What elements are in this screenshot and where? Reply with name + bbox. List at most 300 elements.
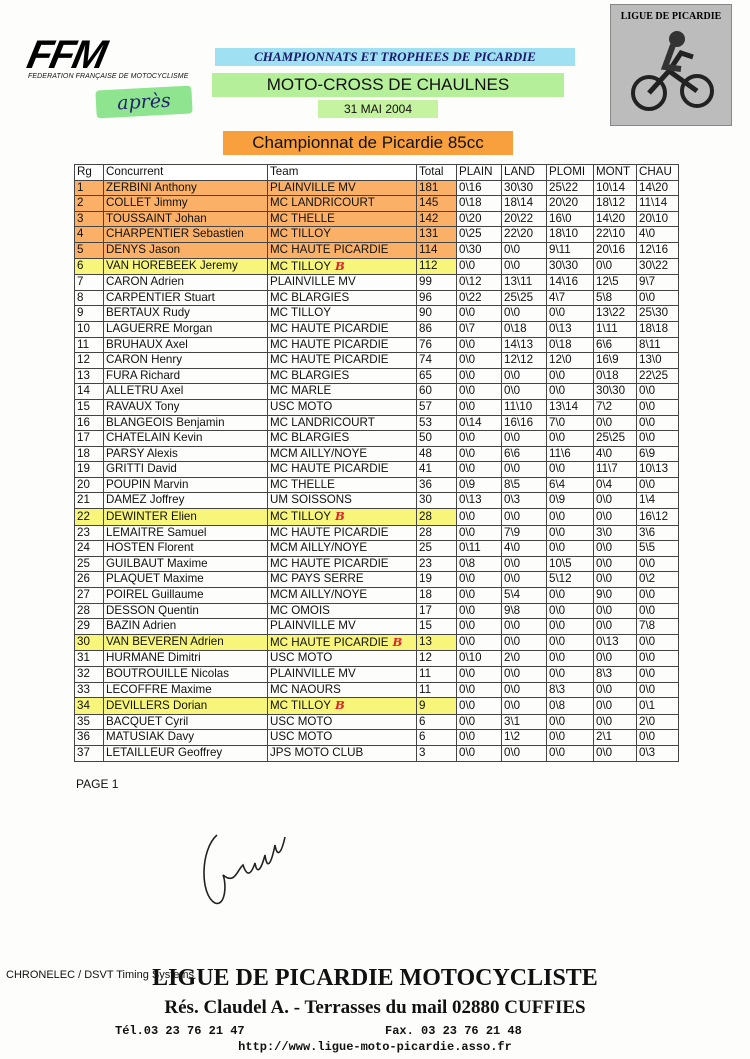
cell-land-text: 7\9: [504, 525, 521, 539]
cell-plomi-text: 0\13: [549, 321, 572, 335]
cell-plain-text: 0\0: [459, 603, 476, 617]
cell-mont-text: 2\1: [596, 730, 613, 744]
cell-team-text: MC LANDRICOURT: [270, 196, 375, 210]
cell-name-text: PARSY Alexis: [106, 446, 178, 460]
cell-plain-text: 0\7: [459, 321, 476, 335]
cell-mont-text: 0\18: [596, 368, 619, 382]
cell-name: [104, 525, 268, 541]
cell-chau: [637, 290, 679, 306]
cell-team-text: MCM AILLY/NOYE: [270, 446, 368, 460]
cell-mont: [594, 667, 637, 683]
cell-name-text: CARPENTIER Stuart: [106, 290, 215, 304]
cell-chau-text: 14\20: [639, 180, 669, 194]
cell-rg-text: 13: [77, 368, 90, 382]
event-name: MOTO-CROSS DE CHAULNES: [212, 73, 564, 97]
cell-rg: [75, 682, 104, 698]
cell-rg-text: 36: [77, 730, 90, 744]
cell-total-text: 57: [419, 399, 432, 413]
cell-land-text: 0\0: [504, 509, 521, 523]
cell-name-text: HOSTEN Florent: [106, 541, 194, 555]
table-row: [75, 525, 679, 541]
cell-land-text: 0\0: [504, 431, 521, 445]
cell-total: [417, 603, 457, 619]
cell-chau: [637, 462, 679, 478]
cell-plomi: [547, 431, 594, 447]
cell-land-text: 18\14: [504, 196, 534, 210]
cell-total-text: 9: [419, 698, 426, 712]
cell-name-text: BOUTROUILLE Nicolas: [106, 667, 230, 680]
cell-rg-text: 24: [77, 541, 90, 555]
cell-land: [502, 714, 547, 730]
cell-rg-text: 28: [77, 603, 90, 617]
cell-plomi-text: 0\0: [549, 667, 566, 680]
cell-plain-text: 0\0: [459, 337, 476, 351]
col-plain: PLAIN: [457, 165, 502, 181]
cell-chau-text: 0\0: [639, 556, 656, 570]
cell-land-text: 9\8: [504, 603, 521, 617]
cell-mont-text: 18\12: [596, 196, 626, 210]
cell-total: [417, 525, 457, 541]
cell-mont-text: 14\20: [596, 211, 626, 225]
cell-team-text: USC MOTO: [270, 730, 333, 744]
cell-land-text: 0\0: [504, 667, 521, 680]
cell-plomi: [547, 321, 594, 337]
cell-mont: [594, 196, 637, 212]
cell-rg: [75, 431, 104, 447]
cell-chau-text: 0\0: [639, 730, 656, 744]
table-row: [75, 541, 679, 557]
cell-chau-text: 7\8: [639, 619, 656, 633]
cell-rg: [75, 541, 104, 557]
cell-rg-text: 10: [77, 321, 90, 335]
cell-land-text: 0\18: [504, 321, 527, 335]
cell-name-text: BRUHAUX Axel: [106, 337, 188, 351]
table-row: [75, 667, 679, 683]
cell-mont: [594, 180, 637, 196]
cell-rg: [75, 227, 104, 243]
results-body: [75, 180, 679, 761]
cell-name-text: BACQUET Cyril: [106, 714, 189, 728]
cell-rg-text: 3: [77, 211, 84, 225]
cell-team: [268, 477, 417, 493]
cell-mont-text: 7\2: [596, 399, 613, 413]
cell-plain-text: 0\0: [459, 306, 476, 320]
cell-mont-text: 4\0: [596, 446, 613, 460]
cell-team: [268, 431, 417, 447]
cell-plomi: [547, 399, 594, 415]
cell-total: [417, 745, 457, 761]
cell-total: [417, 258, 457, 275]
cell-plain: [457, 321, 502, 337]
cell-mont-text: 1\11: [596, 321, 618, 335]
cell-mont: [594, 588, 637, 604]
cell-name-text: DEWINTER Elien: [106, 509, 197, 523]
cell-name: [104, 275, 268, 291]
cell-chau-text: 0\0: [639, 290, 656, 304]
cell-land: [502, 384, 547, 400]
cell-team: [268, 196, 417, 212]
cell-rg: [75, 258, 104, 275]
table-row: [75, 306, 679, 322]
cell-mont-text: 6\6: [596, 337, 613, 351]
cell-rg: [75, 462, 104, 478]
cell-name: [104, 431, 268, 447]
cell-name: [104, 368, 268, 384]
cell-total: [417, 337, 457, 353]
cell-mont-text: 0\0: [596, 745, 613, 759]
table-row: [75, 368, 679, 384]
cell-name-text: DEVILLERS Dorian: [106, 698, 208, 712]
cell-chau-text: 13\0: [639, 353, 662, 367]
cell-name: [104, 258, 268, 275]
cell-plomi-text: 0\0: [549, 431, 566, 445]
cell-plomi: [547, 651, 594, 667]
cell-land: [502, 493, 547, 509]
cell-plomi: [547, 493, 594, 509]
cell-total: [417, 227, 457, 243]
cell-rg-text: 17: [77, 431, 90, 445]
cell-plomi: [547, 698, 594, 715]
cell-plomi: [547, 477, 594, 493]
cell-team-text: MC HAUTE PICARDIE: [270, 635, 389, 649]
cell-rg: [75, 667, 104, 683]
cell-plomi: [547, 730, 594, 746]
table-row: [75, 509, 679, 526]
cell-total: [417, 493, 457, 509]
cell-land-text: 11\10: [504, 399, 533, 413]
cell-team-text: MC HAUTE PICARDIE: [270, 321, 389, 335]
cell-total-text: 131: [419, 227, 439, 241]
cell-name: [104, 196, 268, 212]
cell-mont-text: 25\25: [596, 431, 626, 445]
cell-plain: [457, 667, 502, 683]
cell-plomi-text: 9\11: [549, 242, 571, 256]
cell-name-text: GRITTI David: [106, 462, 177, 476]
cell-chau: [637, 493, 679, 509]
col-concurrent: Concurrent: [104, 165, 268, 181]
cell-plain: [457, 603, 502, 619]
cell-team: [268, 509, 417, 526]
cell-plain-text: 0\22: [459, 290, 482, 304]
cell-plain: [457, 477, 502, 493]
table-row: [75, 290, 679, 306]
col-total: Total: [417, 165, 457, 181]
cell-name-text: VAN BEVEREN Adrien: [106, 635, 224, 649]
cell-land-text: 1\2: [504, 730, 521, 744]
cell-rg: [75, 477, 104, 493]
cell-land: [502, 242, 547, 258]
cell-plomi-text: 0\0: [549, 619, 566, 633]
cell-total-text: 23: [419, 556, 432, 570]
cell-team: [268, 572, 417, 588]
cell-name: [104, 227, 268, 243]
cell-team-text: MC HAUTE PICARDIE: [270, 556, 389, 570]
cell-plomi-text: 16\0: [549, 211, 572, 225]
cell-plain-text: 0\0: [459, 462, 476, 476]
page-label: PAGE 1: [76, 777, 119, 791]
cell-name-text: POIREL Guillaume: [106, 588, 204, 602]
cell-name-text: PLAQUET Maxime: [106, 572, 204, 586]
cell-chau: [637, 651, 679, 667]
cell-chau-text: 0\0: [639, 603, 656, 617]
cell-name-text: BERTAUX Rudy: [106, 306, 190, 320]
cell-chau-text: 0\0: [639, 399, 656, 413]
cell-total-text: 65: [419, 368, 432, 382]
cell-plomi-text: 0\0: [549, 603, 566, 617]
cell-chau: [637, 353, 679, 369]
cell-plain-text: 0\0: [459, 572, 476, 586]
table-row: [75, 353, 679, 369]
cell-land: [502, 698, 547, 715]
cell-rg-text: 8: [77, 290, 84, 304]
cell-land: [502, 588, 547, 604]
cell-rg: [75, 556, 104, 572]
cell-plain: [457, 634, 502, 651]
cell-chau-text: 9\7: [639, 275, 656, 289]
cell-plain-text: 0\10: [459, 651, 482, 665]
cell-rg-text: 22: [77, 509, 90, 523]
cell-mont-text: 11\7: [596, 462, 618, 476]
cell-name: [104, 321, 268, 337]
cell-team-text: PLAINVILLE MV: [270, 275, 356, 289]
cell-plain-text: 0\0: [459, 259, 476, 273]
cell-land: [502, 227, 547, 243]
signature: [195, 815, 295, 910]
cell-team: [268, 306, 417, 322]
cell-mont: [594, 227, 637, 243]
cell-chau-text: 0\0: [639, 635, 656, 649]
cell-plain-text: 0\16: [459, 180, 482, 194]
cell-land: [502, 525, 547, 541]
cell-total: [417, 384, 457, 400]
cell-plain-text: 0\0: [459, 509, 476, 523]
cell-name: [104, 682, 268, 698]
cell-land: [502, 399, 547, 415]
cell-land-text: 0\0: [504, 462, 521, 476]
cell-rg-text: 2: [77, 196, 84, 210]
cell-chau: [637, 556, 679, 572]
cell-rg: [75, 368, 104, 384]
cell-mont: [594, 634, 637, 651]
cell-plomi: [547, 682, 594, 698]
cell-team: [268, 603, 417, 619]
cell-name-text: DAMEZ Joffrey: [106, 493, 185, 507]
cell-rg-text: 32: [77, 667, 90, 680]
cell-plain-text: 0\0: [459, 446, 476, 460]
cell-total: [417, 541, 457, 557]
cell-plomi: [547, 258, 594, 275]
cell-plain: [457, 698, 502, 715]
cell-mont-text: 12\5: [596, 275, 619, 289]
cell-chau: [637, 634, 679, 651]
cell-land-text: 8\5: [504, 477, 521, 491]
cell-plain-text: 0\25: [459, 227, 482, 241]
cell-land: [502, 730, 547, 746]
cell-total-text: 18: [419, 588, 432, 602]
cell-rg: [75, 698, 104, 715]
cell-rg: [75, 493, 104, 509]
cell-chau: [637, 714, 679, 730]
cell-rg-text: 25: [77, 556, 90, 570]
cell-land: [502, 211, 547, 227]
cell-team: [268, 399, 417, 415]
cell-plain: [457, 745, 502, 761]
cell-plain: [457, 258, 502, 275]
cell-plomi-text: 12\0: [549, 353, 572, 367]
cell-mont: [594, 619, 637, 635]
cell-name-text: LETAILLEUR Geoffrey: [106, 745, 223, 759]
cell-land-text: 0\0: [504, 745, 521, 759]
cell-team-text: USC MOTO: [270, 399, 333, 413]
cell-plain: [457, 196, 502, 212]
cell-team-text: USC MOTO: [270, 651, 333, 665]
cell-land-text: 0\0: [504, 556, 521, 570]
cell-team-text: MC TILLOY: [270, 510, 331, 524]
cell-plomi: [547, 242, 594, 258]
cell-land: [502, 196, 547, 212]
ligue-emblem: [610, 4, 732, 126]
cell-team: [268, 556, 417, 572]
cell-rg-text: 31: [77, 651, 90, 665]
cell-plomi-text: 0\18: [549, 337, 572, 351]
cell-land: [502, 258, 547, 275]
cell-total-text: 28: [419, 525, 432, 539]
cell-total: [417, 321, 457, 337]
cell-mont-text: 5\8: [596, 290, 613, 304]
cell-team: [268, 730, 417, 746]
org-website-link[interactable]: http://www.ligue-moto-picardie.asso.fr: [238, 1040, 512, 1054]
cell-land: [502, 275, 547, 291]
cell-plomi: [547, 290, 594, 306]
cell-land: [502, 634, 547, 651]
cell-total: [417, 275, 457, 291]
cell-total: [417, 651, 457, 667]
col-chau: CHAU: [637, 165, 679, 181]
cell-rg: [75, 525, 104, 541]
cell-rg: [75, 321, 104, 337]
cell-rg-text: 29: [77, 619, 90, 633]
cell-land-text: 0\0: [504, 635, 521, 649]
cell-plomi-text: 7\0: [549, 415, 566, 429]
cell-plomi: [547, 745, 594, 761]
cell-plomi-text: 0\9: [549, 493, 566, 507]
cell-land-text: 3\1: [504, 714, 521, 728]
cell-team: [268, 493, 417, 509]
org-name: LIGUE DE PICARDIE MOTOCYCLISTE: [152, 965, 598, 991]
cell-chau-text: 10\13: [639, 462, 669, 476]
cell-name-text: CARON Henry: [106, 353, 183, 367]
cell-rg-text: 21: [77, 493, 90, 507]
cell-team-text: MC THELLE: [270, 211, 335, 225]
col-rg: Rg: [75, 165, 104, 181]
cell-rg-text: 12: [77, 353, 90, 367]
ffm-logo: [23, 33, 189, 81]
cell-plain-text: 0\0: [459, 635, 476, 649]
cell-mont-text: 0\0: [596, 509, 613, 523]
cell-plain: [457, 290, 502, 306]
cell-total: [417, 588, 457, 604]
cell-name-text: LEMAITRE Samuel: [106, 525, 207, 539]
cell-rg: [75, 384, 104, 400]
cell-rg-text: 6: [77, 259, 84, 273]
cell-plain: [457, 431, 502, 447]
cell-chau: [637, 541, 679, 557]
cell-name: [104, 651, 268, 667]
cell-name-text: DENYS Jason: [106, 242, 181, 256]
cell-land: [502, 541, 547, 557]
cell-plain-text: 0\30: [459, 242, 482, 256]
table-row: [75, 698, 679, 715]
cell-land-text: 13\11: [504, 275, 533, 289]
cell-chau-text: 0\3: [639, 745, 656, 759]
cell-plain: [457, 525, 502, 541]
cell-mont-text: 0\13: [596, 635, 619, 649]
cell-mont-text: 0\0: [596, 541, 613, 555]
cell-total-text: 11: [419, 682, 432, 696]
table-row: [75, 431, 679, 447]
table-row: [75, 651, 679, 667]
category-title: Championnat de Picardie 85cc: [223, 131, 513, 155]
cell-chau: [637, 211, 679, 227]
table-row: [75, 634, 679, 651]
cell-rg: [75, 509, 104, 526]
cell-chau: [637, 619, 679, 635]
cell-land-text: 20\22: [504, 211, 534, 225]
cell-chau-text: 20\10: [639, 211, 669, 225]
cell-plomi-text: 0\0: [549, 306, 566, 320]
cell-land: [502, 446, 547, 462]
cell-team-text: USC MOTO: [270, 714, 333, 728]
cell-team-text: MC TILLOY: [270, 227, 331, 241]
cell-chau-text: 2\0: [639, 714, 656, 728]
cell-plomi-text: 14\16: [549, 275, 579, 289]
cell-mont: [594, 242, 637, 258]
table-row: [75, 258, 679, 275]
cell-chau-text: 12\16: [639, 242, 669, 256]
cell-mont: [594, 368, 637, 384]
cell-mont-text: 9\0: [596, 588, 613, 602]
cell-land-text: 0\0: [504, 259, 521, 273]
cell-chau: [637, 431, 679, 447]
cell-plomi-text: 20\20: [549, 196, 579, 210]
cell-mont: [594, 431, 637, 447]
cell-chau: [637, 368, 679, 384]
cell-mont: [594, 541, 637, 557]
cell-total-text: 30: [419, 493, 432, 507]
cell-team: [268, 745, 417, 761]
cell-mont-text: 0\0: [596, 698, 613, 712]
cell-plain: [457, 462, 502, 478]
table-row: [75, 619, 679, 635]
cell-plain-text: 0\0: [459, 698, 476, 712]
cell-rg: [75, 353, 104, 369]
cell-rg: [75, 651, 104, 667]
cell-plain-text: 0\0: [459, 619, 476, 633]
cell-plomi: [547, 446, 594, 462]
cell-team-text: MC LANDRICOURT: [270, 415, 375, 429]
cell-plomi-text: 6\4: [549, 477, 566, 491]
cell-mont: [594, 258, 637, 275]
cell-rg-text: 30: [77, 635, 90, 649]
cell-plain: [457, 384, 502, 400]
cell-plain: [457, 399, 502, 415]
cell-name-text: TOUSSAINT Johan: [106, 211, 207, 225]
cell-total: [417, 714, 457, 730]
cell-chau: [637, 306, 679, 322]
cell-team: [268, 588, 417, 604]
cell-land-text: 22\20: [504, 227, 534, 241]
cell-rg: [75, 730, 104, 746]
